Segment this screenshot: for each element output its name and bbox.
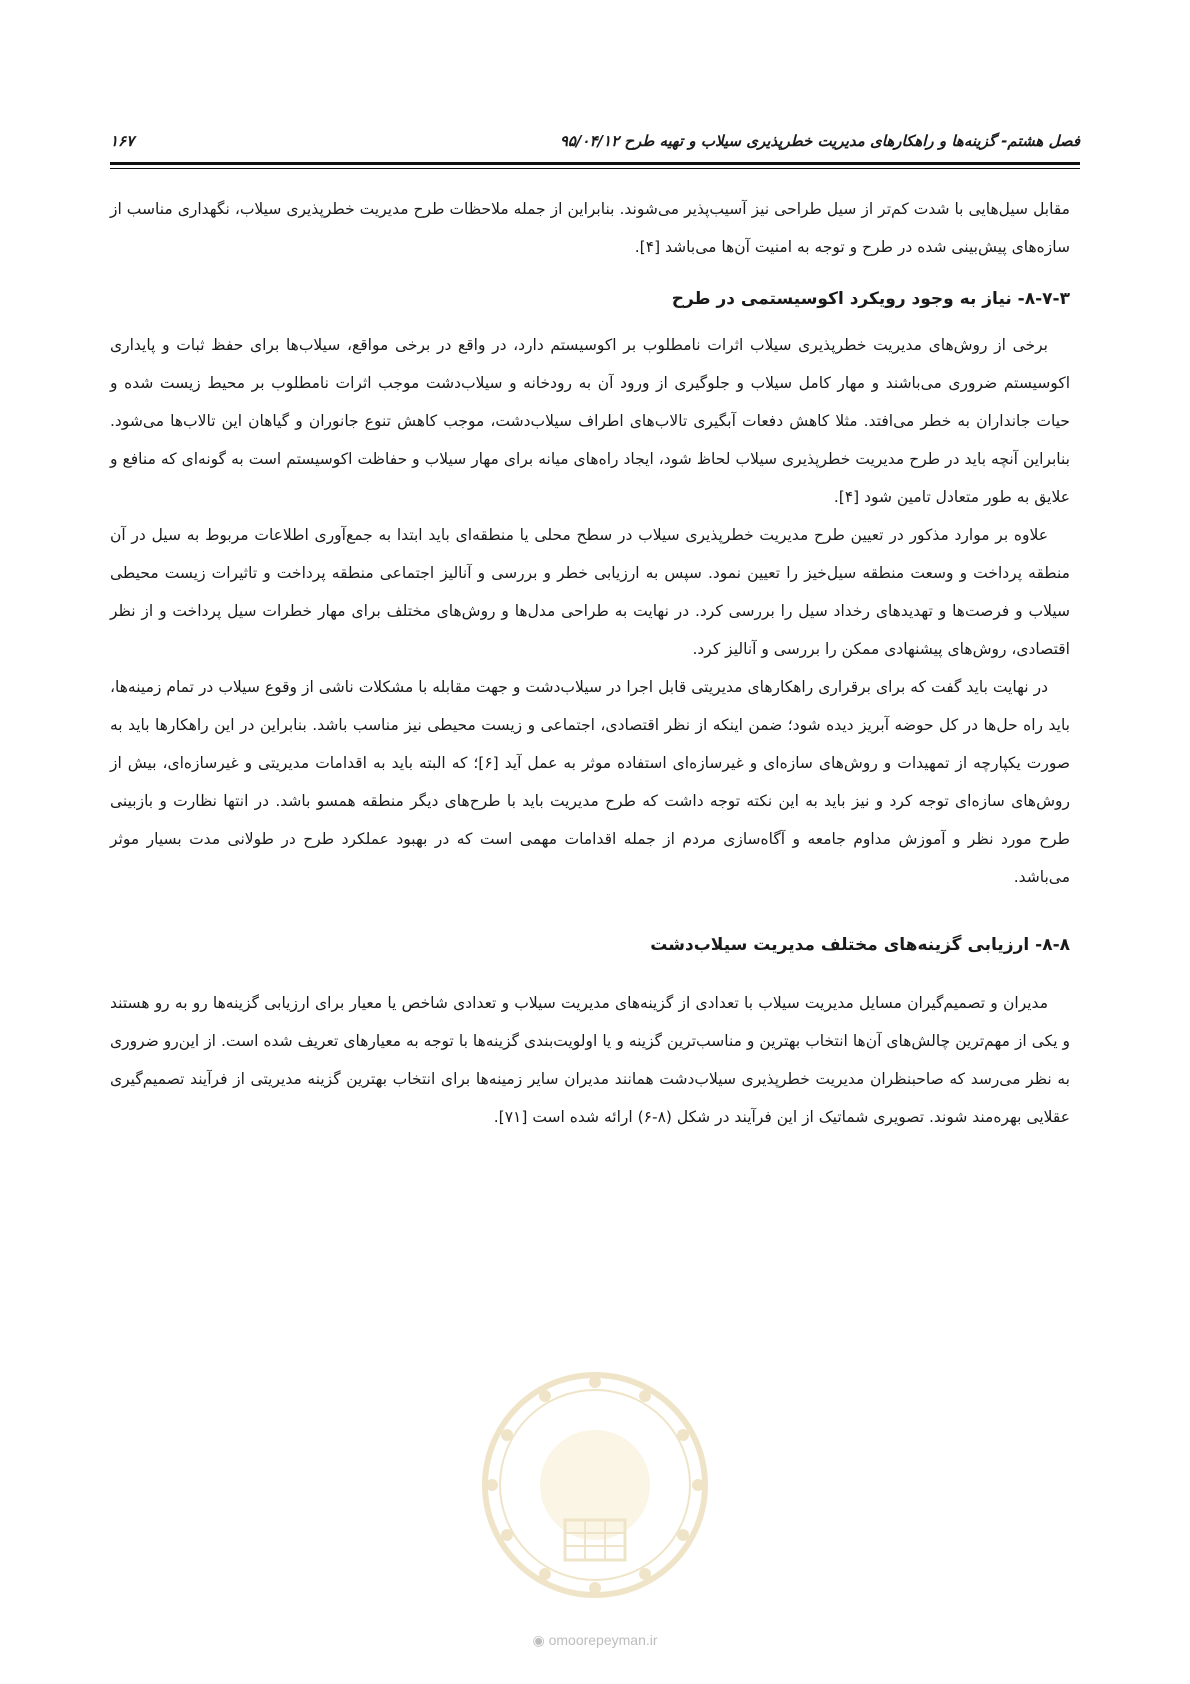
seal-logo-icon [480, 1370, 710, 1600]
paragraph-5: مدیران و تصمیم‌گیران مسایل مدیریت سیلاب با تعدادی از گزینه‌های مدیریت سیلاب و تعدادی شاخص یا معیار برای ارزیابی گزینه‌ها رو به رو هستند و یکی از مهم‌ترین چالش‌های آن‌ها انتخاب بهترین و مناسب‌ترین گزینه و یا اولویت‌بندی گزینه‌ها با توجه به معیارهای تعریف شده است. از این‌رو ضروری به نظر می‌رسد که صاحبنظران مدیریت خطرپذیری سیلاب‌دشت همانند مدیران سایر زمینه‌ها برای انتخاب بهترین گزینه مدیریتی از فرآیند تصمیم‌گیری عقلایی بهره‌مند شوند. تصویری شماتیک از این فرآیند در شکل (۸-۶) ارائه شده است [۷۱]. [110, 994, 1070, 1126]
page-header [110, 126, 1080, 166]
paragraph-3: علاوه بر موارد مذکور در تعیین طرح مدیریت خطرپذیری سیلاب در سطح محلی یا منطقه‌ای باید ابتدا به جمع‌آوری اطلاعات مربوط به سیل در آن منطقه پرداخت و وسعت منطقه سیل‌خیز را تعیین نمود. سپس به ارزیابی خطر و بررسی و آنالیز اجتماعی منطقه پرداخت و تاثیرات زیست محیطی سیلاب و فرصت‌ها و تهدیدهای رخداد سیل را بررسی کرد. در نهایت به طراحی مدل‌ها و روش‌های مختلف برای مهار خطرات سیل پرداخت و از نظر اقتصادی، روش‌های پیشنهادی ممکن را بررسی و آنالیز کرد. [110, 526, 1070, 658]
watermark-site: omoorepeyman.ir [548, 1632, 658, 1648]
watermark-site-url [0, 1632, 1190, 1649]
section-heading-8-7-3: ۸-۷-۳- نیاز به وجود رویکرد اکوسیستمی در طرح [671, 289, 1070, 309]
header-rule-thin [110, 168, 1080, 169]
page-body [110, 190, 1070, 1136]
at-icon: ◉ [532, 1632, 545, 1648]
paragraph-1: مقابل سیل‌هایی با شدت کم‌تر از سیل طراحی نیز آسیب‌پذیر می‌شوند. بنابراین از جمله ملاحظات طرح مدیریت خطرپذیری سیلاب، نگهداری مناسب از سازه‌های پیش‌بینی شده در طرح و توجه به امنیت آن‌ها می‌باشد [۴]. [110, 200, 1070, 256]
chapter-title: فصل هشتم- گزینه‌ها و راهکارهای مدیریت خطرپذیری سیلاب و تهیه طرح ۹۵/۰۴/۱۲ [559, 132, 1080, 150]
header-rule [110, 162, 1080, 165]
paragraph-4: در نهایت باید گفت که برای برقراری راهکارهای مدیریتی قابل اجرا در سیلاب‌دشت و جهت مقابله با مشکلات ناشی از وقوع سیلاب در تمام زمینه‌ها، باید راه حل‌ها در کل حوضه آبریز دیده شود؛ ضمن اینکه از نظر اقتصادی، اجتماعی و زیست محیطی نیز مناسب باشد. بنابراین در این راهکارها باید به صورت یکپارچه از تمهیدات و روش‌های سازه‌ای و غیرسازه‌ای استفاده موثر به عمل آید [۶]؛ که البته باید به اقدامات مدیریتی و غیرسازه‌ای، بیش از روش‌های سازه‌ای توجه کرد و نیز باید به این نکته توجه داشت که طرح مدیریت باید با طرح‌های دیگر منطقه همسو باشد. در انتها نظارت و بازبینی طرح مورد نظر و آموزش مداوم جامعه و آگاه‌سازی مردم از جمله اقدامات مهمی است که در بهبود عملکرد طرح در طولانی مدت بسیار موثر می‌باشد. [110, 678, 1070, 886]
page-number: ۱۶۷ [110, 132, 135, 150]
paragraph-2: برخی از روش‌های مدیریت خطرپذیری سیلاب اثرات نامطلوب بر اکوسیستم دارد، در واقع در برخی مواقع، سیلاب‌ها برای حفظ ثبات و پایداری اکوسیستم ضروری می‌باشند و مهار کامل سیلاب و جلوگیری از ورود آن به رودخانه و سیلاب‌دشت موجب اثرات نامطلوب بر محیط زیست شده و حیات جانداران به خطر می‌افتد. مثلا کاهش دفعات آبگیری تالاب‌های اطراف سیلاب‌دشت، موجب کاهش تنوع جانوران و گیاهان این تالاب‌ها می‌شود. بنابراین آنچه باید در طرح مدیریت خطرپذیری سیلاب لحاظ شود، ایجاد راه‌های میانه برای مهار سیلاب و حفاظت اکوسیستم است به گونه‌ای که منافع و علایق به طور متعادل تامین شود [۴]. [110, 336, 1070, 506]
section-heading-8-8: ۸-۸- ارزیابی گزینه‌های مختلف مدیریت سیلاب‌دشت [650, 935, 1070, 955]
